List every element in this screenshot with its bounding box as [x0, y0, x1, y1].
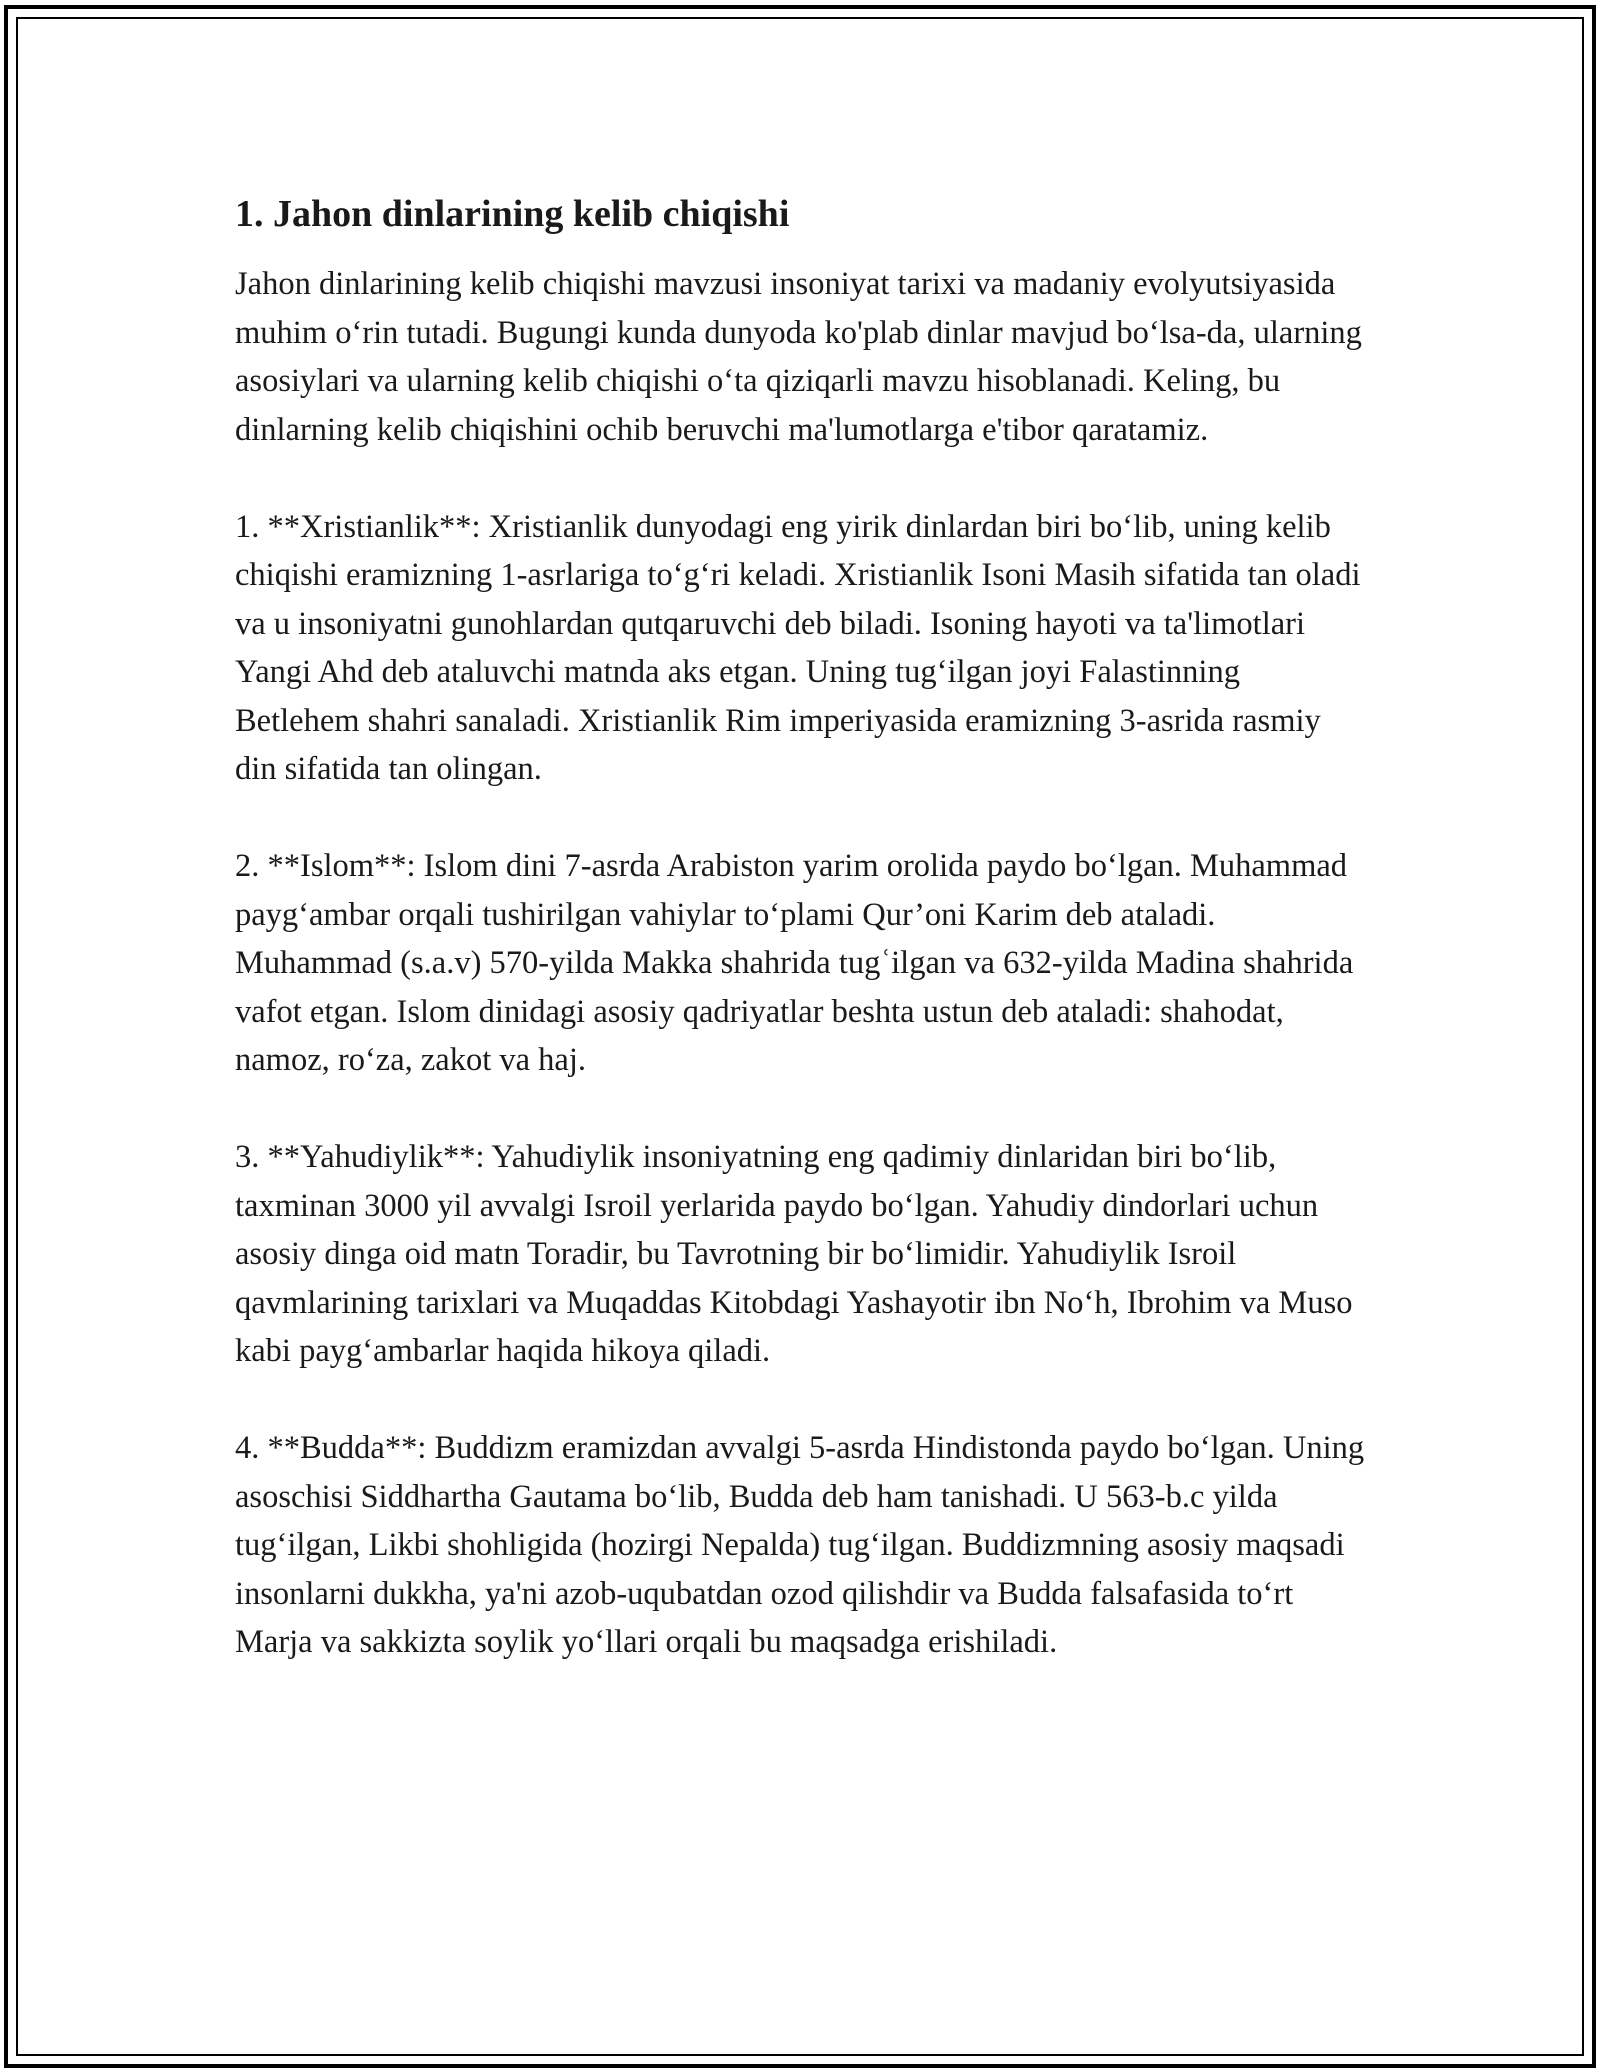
paragraph-christianity: 1. **Xristianlik**: Xristianlik dunyodagi eng yirik dinlardan biri bo‘lib, uning kelib chiqishi eramizning 1-asrlariga to‘g‘ri keladi. Xristianlik Isoni Masih sifatida tan oladi va u insoniyatni gunohlardan qutqaruvchi deb biladi. Isoning hayoti va ta'limotlari Yangi Ahd deb ataluvchi matnda aks etgan. Uning tug‘ilgan joyi Falastinning Betlehem shahri sanaladi. Xristianlik Rim imperiyasida eramizning 3-asrida rasmiy din sifatida tan olingan. — [235, 508, 1361, 787]
document-body — [235, 188, 1370, 1715]
paragraph-buddhism: 4. **Budda**: Buddizm eramizdan avvalgi 5-asrda Hindistonda paydo bo‘lgan. Uning asoschisi Siddhartha Gautama bo‘lib, Budda deb ham tanishadi. U 563-b.c yilda tug‘ilgan, Likbi shohligida (hozirgi Nepalda) tug‘ilgan. Buddizmning asosiy maqsadi insonlarni dukkha, ya'ni azob-uqubatdan ozod qilishdir va Budda falsafasida to‘rt Marja va sakkizta soylik yo‘llari orqali bu maqsadga erishiladi. — [235, 1430, 1365, 1660]
document-title: 1. Jahon dinlarining kelib chiqishi — [235, 193, 790, 235]
paragraph-judaism: 3. **Yahudiylik**: Yahudiylik insoniyatning eng qadimiy dinlaridan biri bo‘lib, taxminan 3000 yil avvalgi Isroil yerlarida paydo bo‘lgan. Yahudiy dindorlari uchun asosiy dinga oid matn Toradir, bu Tavrotning bir bo‘limidir. Yahudiylik Isroil qavmlarining tarixlari va Muqaddas Kitobdagi Yashayotir ibn No‘h, Ibrohim va Muso kabi payg‘ambarlar haqida hikoya qiladi. — [235, 1139, 1353, 1369]
intro-paragraph: Jahon dinlarining kelib chiqishi mavzusi insoniyat tarixi va madaniy evolyutsiyasida muhim o‘rin tutadi. Bugungi kunda dunyoda ko'plab dinlar mavjud bo‘lsa-da, ularning asosiylari va ularning kelib chiqishi o‘ta qiziqarli mavzu hisoblanadi. Keling, bu dinlarning kelib chiqishini ochib beruvchi ma'lumotlarga e'tibor qaratamiz. — [235, 266, 1362, 448]
paragraph-islam: 2. **Islom**: Islom dini 7-asrda Arabiston yarim orolida paydo bo‘lgan. Muhammad payg‘ambar orqali tushirilgan vahiylar to‘plami Qur’oni Karim deb ataladi. Muhammad (s.a.v) 570-yilda Makka shahrida tugʿilgan va 632-yilda Madina shahrida vafot etgan. Islom dinidagi asosiy qadriyatlar beshta ustun deb ataladi: shahodat, namoz, ro‘za, zakot va haj. — [235, 848, 1354, 1078]
